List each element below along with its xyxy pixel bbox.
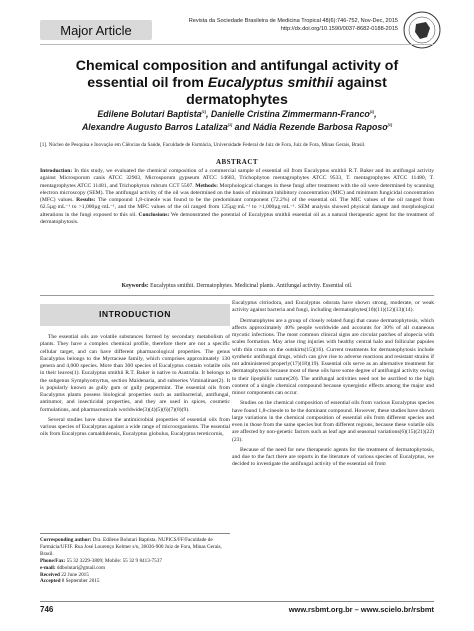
abstract-label: Methods: (193, 182, 218, 189)
authors-line-1 (40, 108, 434, 121)
author-name: and Nádia Rezende Barbosa Raposo (232, 122, 388, 132)
corr-address: Dra. Edilene Bolutari Baptista. NUPICS/FF/Faculdade de Farmácia/UFJF. Rua José Lourenço Kelmer s/n, 36036-900 Juiz de Fora, Minas Gerais, Brasil. (40, 537, 222, 557)
abstract-text: The compound 1,8-cineole was found to be the predominant component (72.2%) of the essential oil. The MIC values of the oil ranged from 62.5µg·mL⁻¹ to >1,000µg·mL⁻¹, and the MFC values of the oil ranged from 125µg·mL⁻¹ to >1,000µg·mL⁻¹. SEM analysis showed physical damage and morphological alterations in the fungi exposed to this oil. (40, 197, 434, 218)
abstract-label: Introduction: (40, 168, 73, 174)
author-name: , Danielle Cristina Zimmermann-Franco (205, 109, 370, 119)
body-paragraph: Studies on the chemical composition of essential oils from various Eucalyptus species have found 1,8-cineole to be the dominant compound. However, these studies have shown large variations in the chemical composition of essential oils from different species and even in those from the same species but from different regions, because these volatile oils are affected by non-genetic factors such as leaf age and seasonal variations(6)(15)(21)(22)(23). (232, 400, 434, 443)
author-affil-mark: [1] (227, 123, 233, 128)
title-line-1: Chemical composition and antifungal activity of (75, 58, 399, 74)
journal-line: Revista da Sociedade Brasileira de Medicina Tropical 48(6):746-752, Nov-Dec, 2015 (188, 18, 398, 24)
page-number: 746 (40, 605, 54, 614)
accepted-label: Accepted (40, 578, 61, 585)
body-paragraph: Eucalyptus citriodora, and Eucalyptus odorata have shown strong, moderate, or weak activity against bacteria and fungi, including dermatophytes(10)(11)(12)(13)(14). (232, 300, 434, 314)
keywords-text: Eucalyptus smithii. Dermatophytes. Medicinal plants. Antifungal activity. Essential oil. (148, 283, 353, 289)
top-bar (0, 0, 474, 46)
keywords (40, 283, 434, 290)
title-line-2 (40, 75, 434, 109)
left-column (40, 302, 230, 442)
correspondence-box (40, 533, 230, 585)
author-name: Edilene Bolutari Baptista (97, 109, 202, 119)
accepted-line (40, 578, 230, 585)
abstract-text: We demonstrated the potential of Eucalyptus smithii essential oil as a natural therapeutic agent for the treatment of dermatophytosis. (40, 211, 434, 226)
abstract-divider (40, 295, 434, 296)
intro-paragraph: Several studies have shown the antimicrobial properties of essential oils from various species of Eucalyptus against a wide range of microorganisms. The essential oils from Eucalyptus camaldulensis, Eucalyptus globulus, Eucalyptus tereticornis, (40, 416, 230, 438)
abstract-text: Morphological changes in these fungi after treatment with the oil were determined by scanning electron microscopy (SEM). The antifungal activity of the oil was determined on the basis of minimum inhibitory concentration (MIC) and minimum fungicidal concentration (MFC) values. (40, 182, 434, 204)
received-date: 22 June 2015 (59, 571, 89, 578)
title-text: against dermatophytes (186, 75, 387, 108)
abstract-label: Conclusions: (136, 211, 170, 218)
title-text: essential oil from (87, 75, 208, 91)
accepted-date: 8 September 2015 (60, 578, 100, 585)
phone-line (40, 558, 230, 565)
right-column (232, 300, 434, 472)
phone-value: 55 32 3229-3809; Mobile: 55 32 9 8413-7537 (65, 557, 162, 564)
corresponding-author (40, 537, 230, 558)
affiliation: [1]. Núcleo de Pesquisa e Inovação em Ciências da Saúde, Faculdade de Farmácia, Universidade Federal de Juiz de Fora, Juiz de Fora, Minas Gerais, Brasil. (40, 142, 366, 148)
author-name: Alexandre Augusto Barros Lataliza (81, 122, 228, 132)
received-line (40, 572, 230, 579)
keywords-label: Keywords: (121, 283, 149, 289)
abstract-body (40, 168, 434, 226)
article-title (40, 58, 434, 109)
header-divider (40, 44, 434, 45)
title-species: Eucalyptus smithii (207, 75, 334, 91)
email-label: e-mail: (40, 564, 56, 571)
author-affil-mark: [1] (387, 123, 393, 128)
author-list (40, 108, 434, 134)
footer-links[interactable]: www.rsbmt.org.br – www.scielo.br/rsbmt (288, 605, 434, 614)
abstract-label: Results: (73, 197, 96, 204)
corr-label: Corresponding author: (40, 537, 92, 543)
journal-citation (168, 17, 398, 33)
body-paragraph: Because of the need for new therapeutic agents for the treatment of dermatophytosis, and due to the fact there are reports in the literature of various species of Eucalyptus, we decided to investigate the antifungal activity of the essential oil from (232, 446, 434, 468)
abstract-heading: ABSTRACT (215, 158, 259, 166)
article-type-tab: Major Article (40, 20, 152, 40)
section-heading-introduction: INTRODUCTION (40, 304, 230, 326)
doi-link[interactable]: http://dx.doi.org/10.1590/0037-8682-0188-2015 (280, 26, 398, 32)
phone-label: Phone/Fax: (40, 557, 66, 564)
email-link[interactable]: ddbolutari@gmail.com (55, 564, 106, 571)
author-affil-mark: [1] (369, 110, 375, 115)
intro-paragraph: The essential oils are volatile substances formed by secondary metabolism of plants. They have a complex chemical profile, therefore there are not a specific cellular target, and can have different pharmacological properties. The genus Eucalyptus belongs to the Myrtaceae family, which comprises approximately 130 genera and 4,000 species. More than 300 species of Eucalyptus contain volatile oils in their leaves(1). Eucalyptus smithii R.T. Baker is native to Australia. It belongs to the subgenus Symphyomyrtus, section Maidenaria, and subseries Viminalinae(2). It is popularly known as gully gum or gully peppermint. The essential oils from Eucalyptus plants possess biological properties such as antibacterial, antifungal, antitumor, and insecticidal properties, and they are used in spices, cosmetic formulations, and pharmaceuticals worldwide(3)(4)(5)(6)(7)(8)(9). (40, 334, 230, 413)
abstract-text: In this study, we evaluated the chemical composition of a commercial sample of essential oil from Eucalyptus smithii R.T. Baker and its antifungal activity against Microsporum canis ATCC 32903, Microsporum gypseum ATCC 14683, Trichophyton mentagrophytes ATCC 9533, T. mentagrophytes ATCC 11480, T. mentagrophytes ATCC 11481, and Trichophyton rubrum CCT 5507. (40, 168, 434, 189)
body-paragraph: Dermatophytes are a group of closely related fungi that cause dermatophytosis, which affects approximately 40% people worldwide and accounts for 30% of all cutaneous mycotic infections. The most common clinical signs are circular patches of alopecia with scales formation. May arise ring injuries with healthy central halo and follicular papules with thin crusts on the outskirts(15)(16). Current treatments for dermatophytosis include synthetic antifungal drugs, which can give rise to adverse reactions and resistant strains if not administered properly(17)(18)(19). Essential oils serve as an alternative treatment for dermatophytosis because most of these oils have some degree of antifungal activity owing to their lipophilic nature(20). The antifungal activities need not be ascribed to the high content of a single chemical compound because synergistic effects among the major and minor components can occur. (232, 317, 434, 396)
author-affil-mark: [1] (201, 110, 206, 115)
footer-divider (40, 601, 434, 602)
author-separator: , (374, 109, 377, 119)
received-label: Received (40, 571, 60, 578)
email-line (40, 565, 230, 572)
authors-line-2 (40, 121, 434, 134)
